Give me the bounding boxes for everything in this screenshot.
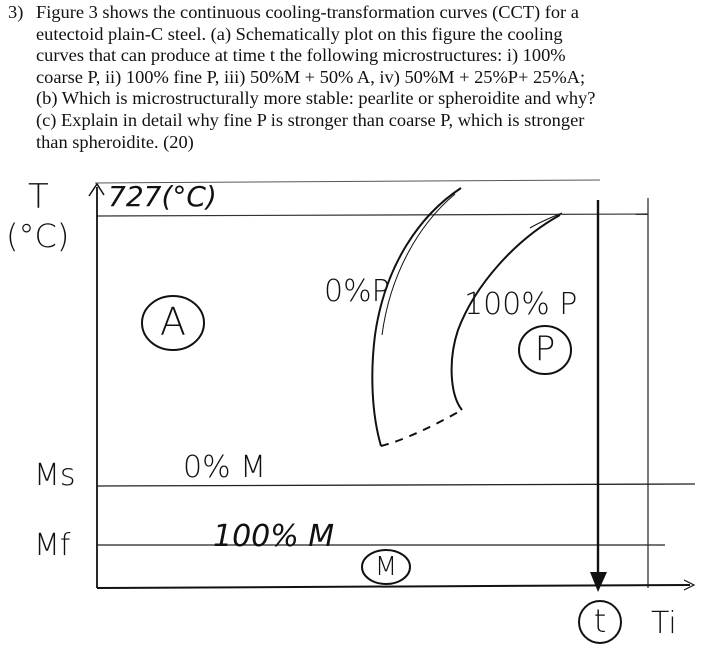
question-line: coarse P, ii) 100% fine P, iii) 50%M + 50% A, iv) 50%M + 25%P+ 25%A;	[36, 66, 586, 87]
pearlite-start-curve	[372, 188, 461, 446]
time-marker-label: t	[593, 602, 607, 640]
question-line: than spheroidite. (20)	[36, 131, 194, 152]
question-line: eutectoid plain-C steel. (a) Schematically plot on this figure the cooling	[36, 23, 563, 44]
region-p-label: P	[534, 329, 556, 369]
axis-label-t: T	[28, 177, 49, 217]
x-axis-label: Ti	[651, 606, 677, 641]
x-axis	[97, 585, 690, 588]
region-a-label: A	[160, 300, 186, 344]
axis-label-unit: (°C)	[6, 217, 70, 255]
question-line: (c) Explain in detail why fine P is stronger than coarse P, which is stronger	[36, 109, 585, 130]
pearlite-dashed-boundary	[381, 410, 462, 446]
finish-martensite-label: 100% M	[213, 519, 335, 554]
question-line: (b) Which is microstructurally more stable: pearlite or spheroidite and why?	[36, 88, 596, 109]
start-martensite-label: 0% M	[183, 450, 267, 485]
temp-727-label: 727(°C)	[108, 180, 217, 213]
question-number: 3)	[8, 2, 24, 22]
mf-label: Mf	[34, 528, 71, 563]
ms-label: Ms	[34, 458, 76, 493]
question-line: curves that can produce at time t the following microstructures: i) 100%	[36, 45, 566, 66]
pearlite-finish-curve-top	[530, 213, 562, 228]
t-727-line	[97, 214, 648, 216]
region-m-label: M	[374, 552, 398, 582]
finish-pearlite-label: 100% P	[464, 287, 578, 322]
start-pearlite-label: 0%P	[324, 274, 390, 309]
time-arrow-head	[590, 572, 607, 592]
question-line: Figure 3 shows the continuous cooling-transformation curves (CCT) for a	[36, 2, 579, 22]
